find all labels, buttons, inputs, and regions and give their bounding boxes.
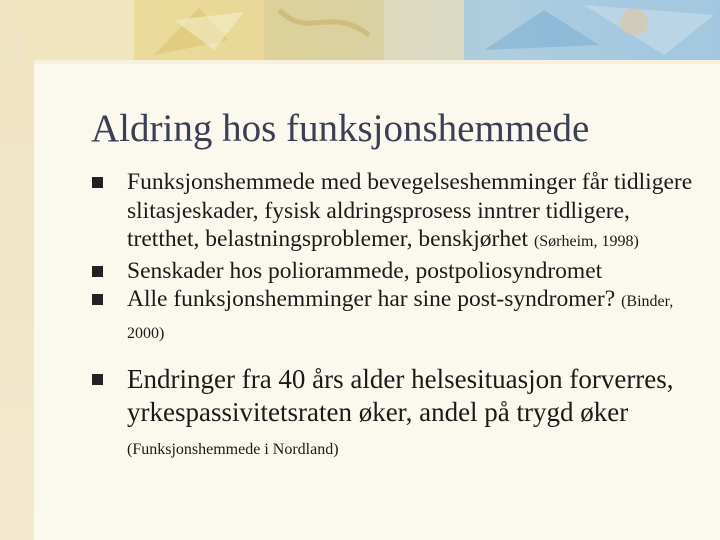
square-bullet-icon — [92, 177, 103, 188]
bullet-text: Senskader hos poliorammede, postpoliosyndromet — [127, 257, 603, 284]
decorative-banner — [24, 0, 720, 60]
square-bullet-icon — [92, 266, 103, 277]
square-bullet-icon — [92, 374, 103, 385]
bullet-text: Funksjonshemmede med bevegelseshemminger får tidligere slitasjeskader, fysisk aldringsprosess inntrer tidligere, tretthet, belastningsproblemer, benskjørhet — [127, 169, 693, 253]
bullet-item — [90, 168, 700, 257]
decorative-left-band — [0, 0, 34, 540]
square-bullet-icon — [92, 294, 103, 305]
bullet-item — [90, 285, 700, 348]
bullet-text: Alle funksjonshemminger har sine post-syndromer? — [127, 286, 622, 313]
bullet-list — [90, 168, 700, 466]
banner-mosaic-image — [24, 0, 720, 60]
bullet-citation: (Sørheim, 1998) — [533, 233, 639, 251]
bullet-citation: (Binder, 2000) — [127, 293, 674, 342]
bullet-item — [90, 257, 700, 286]
bullet-text: Endringer fra 40 års alder helsesituasjon forverres, yrkespassivitetsraten øker, andel på trygd øker — [127, 363, 674, 427]
bullet-item — [90, 363, 700, 466]
bullet-citation: (Funksjonshemmede i Nordland) — [127, 440, 339, 458]
slide-title: Aldring hos funksjonshemmede — [91, 107, 590, 150]
